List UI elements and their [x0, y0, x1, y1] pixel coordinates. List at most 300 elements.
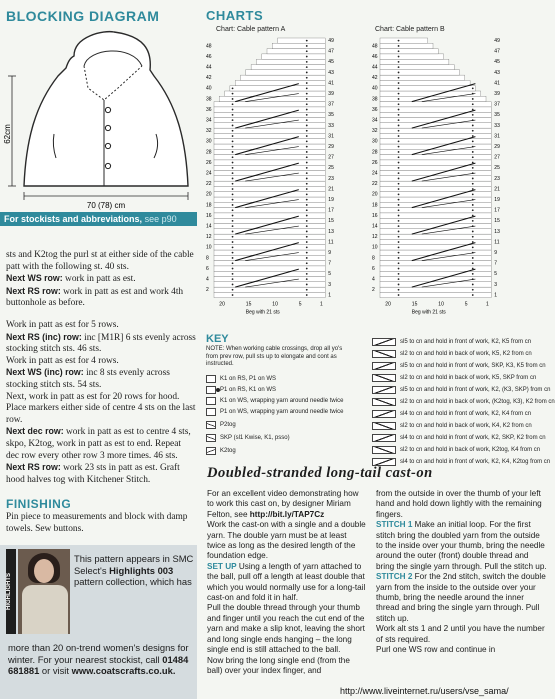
purl-dot — [472, 87, 474, 89]
row-number: 22 — [206, 181, 212, 188]
row-number: 21 — [328, 186, 334, 193]
chart-a-title: Chart: Cable pattern A — [216, 26, 286, 33]
chart-cell-row — [380, 49, 438, 54]
row-number: 28 — [206, 149, 212, 156]
finishing-title: FINISHING — [6, 497, 72, 511]
cable-symbol-icon — [372, 410, 396, 418]
row-number: 41 — [328, 80, 334, 87]
purl-dot — [306, 56, 308, 58]
purl-dot — [472, 125, 474, 127]
row-number: 40 — [206, 85, 212, 92]
charts-title: CHARTS — [206, 8, 264, 23]
row-number: 20 — [372, 191, 378, 198]
purl-dot — [306, 284, 308, 286]
row-number: 12 — [206, 234, 212, 241]
purl-dot — [306, 252, 308, 254]
chart-cell-row — [380, 181, 491, 186]
purl-dot — [306, 188, 308, 190]
row-number: 35 — [328, 112, 334, 119]
row-number: 39 — [328, 91, 334, 97]
purl-dot — [232, 93, 234, 95]
cable-symbol-icon — [372, 362, 396, 370]
row-number: 46 — [206, 53, 212, 60]
chart-cell-row — [214, 112, 325, 117]
row-number: 43 — [494, 69, 500, 76]
purl-dot — [232, 209, 234, 211]
purl-dot — [232, 87, 234, 89]
pattern-line: Next RS row: work in patt as est and work 4th buttonhole as before. — [6, 285, 184, 309]
purl-dot — [398, 146, 400, 148]
key-item: K2tog — [206, 447, 236, 455]
purl-dot — [306, 273, 308, 275]
purl-dot — [398, 172, 400, 174]
chart-cell-row — [214, 139, 325, 144]
purl-dot — [306, 183, 308, 185]
chart-cell-row — [380, 218, 491, 223]
key-item: sl4 to cn and hold in front of work, K2, K4, K2tog from cn — [372, 458, 550, 466]
cable-symbol-icon — [372, 422, 396, 430]
row-number: 3 — [494, 281, 498, 288]
row-number: 8 — [206, 255, 209, 262]
row-number: 6 — [372, 265, 375, 272]
purl-dot — [306, 103, 308, 105]
purl-dot — [306, 151, 308, 153]
purl-dot — [398, 109, 400, 111]
purl-dot — [398, 45, 400, 47]
purl-dot — [472, 183, 474, 185]
purl-dot — [232, 268, 234, 270]
purl-dot — [232, 246, 234, 248]
chart-cell-row — [380, 107, 491, 112]
row-number: 6 — [206, 265, 209, 272]
chart-cell-row — [267, 49, 325, 54]
purl-dot — [398, 204, 400, 206]
purl-dot — [398, 178, 400, 180]
purl-dot — [306, 199, 308, 201]
chart-cell-row — [380, 86, 475, 91]
cable-symbol-icon — [372, 374, 396, 382]
col-number: 15 — [411, 301, 418, 308]
cable-symbol-icon — [372, 434, 396, 442]
purl-dot — [398, 220, 400, 222]
purl-dot — [306, 45, 308, 47]
purl-dot — [398, 140, 400, 142]
purl-dot — [306, 257, 308, 259]
row-number: 27 — [494, 154, 500, 161]
row-number: 47 — [328, 48, 334, 55]
row-number: 36 — [206, 106, 212, 113]
purl-dot — [306, 72, 308, 74]
row-number: 16 — [372, 212, 378, 219]
chart-cell-row — [214, 292, 325, 297]
row-number: 24 — [372, 170, 378, 177]
purl-dot — [306, 289, 308, 291]
row-number: 36 — [372, 106, 378, 113]
row-number: 19 — [494, 197, 500, 203]
row-number: 14 — [206, 223, 212, 230]
chart-cell-row — [214, 261, 325, 266]
col-number: 5 — [298, 301, 302, 308]
chart-cell-row — [380, 65, 454, 70]
purl-dot — [306, 114, 308, 116]
purl-dot — [306, 40, 308, 42]
promo-site-link[interactable]: www.coatscrafts.co.uk. — [71, 665, 176, 677]
chart-cell-row — [214, 155, 325, 160]
purl-dot — [398, 119, 400, 121]
purl-dot — [398, 241, 400, 243]
purl-dot — [306, 93, 308, 95]
col-number: 15 — [245, 301, 252, 308]
purl-dot — [398, 289, 400, 291]
purl-dot — [306, 130, 308, 132]
purl-dot — [306, 119, 308, 121]
purl-dot — [306, 294, 308, 296]
purl-dot — [306, 246, 308, 248]
row-number: 21 — [494, 186, 500, 193]
row-number: 31 — [328, 133, 334, 140]
chart-cell-row — [380, 208, 491, 213]
chart-cell-row — [219, 96, 325, 101]
col-number: 1 — [320, 301, 323, 308]
pattern-line: Work in patt as est for 4 rows. — [6, 355, 119, 366]
row-number: 39 — [494, 91, 500, 97]
pattern-line: Next WS row: work in patt as est. — [6, 273, 136, 285]
chart-cell-row — [380, 160, 491, 165]
purl-dot — [232, 204, 234, 206]
purl-dot — [472, 246, 474, 248]
chart-cell-row — [214, 107, 325, 112]
chart-cell-row — [251, 65, 325, 70]
purl-dot — [232, 231, 234, 233]
wrap-purl-symbol-icon — [206, 408, 216, 416]
row-number: 26 — [206, 159, 212, 166]
row-number: 49 — [328, 38, 334, 44]
chart-cell-row — [380, 149, 491, 154]
row-number: 20 — [206, 191, 212, 198]
chart-cell-row — [380, 186, 491, 191]
purl-dot — [398, 231, 400, 233]
chart-cell-row — [380, 292, 491, 297]
row-number: 15 — [494, 218, 500, 225]
purl-dot — [398, 162, 400, 164]
purl-dot — [472, 193, 474, 195]
col-number: 10 — [438, 301, 444, 308]
purl-dot — [306, 82, 308, 84]
purl-dot — [306, 241, 308, 243]
chart-cell-row — [262, 54, 326, 59]
row-number: 30 — [372, 138, 378, 145]
purl-dot — [232, 178, 234, 180]
purl-dot — [398, 193, 400, 195]
chart-cell-row — [380, 96, 486, 101]
row-number: 44 — [206, 64, 212, 71]
purl-dot — [398, 87, 400, 89]
purl-dot — [306, 231, 308, 233]
chart-cell-row — [380, 165, 491, 170]
row-number: 26 — [372, 159, 378, 166]
key-item: K1 on RS, P1 on WS — [206, 375, 276, 383]
purl-dot — [398, 135, 400, 137]
purl-dot — [398, 114, 400, 116]
chart-cell-row — [214, 282, 325, 287]
chart-cell-row — [214, 123, 325, 128]
row-number: 48 — [206, 43, 212, 50]
purl-dot — [398, 252, 400, 254]
row-number: 3 — [328, 281, 332, 288]
purl-dot — [398, 82, 400, 84]
purl-dot — [232, 278, 234, 280]
row-number: 5 — [328, 271, 332, 278]
purl-dot — [472, 236, 474, 238]
purl-dot — [306, 167, 308, 169]
purl-dot — [398, 61, 400, 63]
purl-dot — [398, 72, 400, 74]
promo-text: This pattern appears in SMC Select's Highlights 003 pattern collection, which has — [74, 553, 194, 588]
row-number: 42 — [206, 75, 212, 82]
row-number: 10 — [206, 244, 212, 251]
row-number: 22 — [372, 181, 378, 188]
purl-dot — [306, 209, 308, 211]
chart-cell-row — [214, 176, 325, 181]
pattern-line: Next WS (inc) row: inc 8 sts evenly across stocking stitch sts. 54 sts. — [6, 367, 170, 390]
row-number: 27 — [328, 154, 334, 161]
chart-cell-row — [380, 112, 491, 117]
purl-dot — [472, 231, 474, 233]
promo-text-2: more than 20 on-trend women's designs for winter. For your nearest stockist, call 01484 681881 or visit www.coatscrafts.co.uk. — [8, 642, 189, 677]
purl-dot — [232, 220, 234, 222]
chart-cell-row — [380, 255, 491, 260]
chart-cell-row — [214, 186, 325, 191]
purl-dot — [472, 273, 474, 275]
row-number: 17 — [328, 207, 334, 214]
model-photo — [18, 549, 70, 634]
chart-cell-row — [380, 43, 433, 48]
cast-on-column-1: For an excellent video demonstrating how to work this cast on, by designer Miriam Felton, see http://bit.ly/TAP7Cz Work the cast-on with a single and a double yarn. The double yarn must be at least twice as long as the desired length of the foundation edge. SET UP Using a length of yarn attached to the ball, pull off a length at least double that which you would normally use for a long-tail cast-on and fold it in half. Pull the double thread through your thumb and finger until you reach the cut end of the yarn and make a slip knot, leaving the short and long single ends hanging – the long single end is still attached to the ball. Now bring the long single end (from the ball) over your index finger, and — [207, 489, 366, 675]
cable-charts — [200, 34, 550, 330]
chart-cell-row — [246, 70, 325, 75]
purl-dot — [306, 236, 308, 238]
pattern-line: Next, work in patt as est for 20 rows for hood. Place markers either side of centre 4 sts on the last row. — [6, 391, 196, 425]
row-number: 8 — [372, 255, 375, 262]
purl-dot — [232, 262, 234, 264]
purl-dot — [472, 98, 474, 100]
purl-dot — [232, 103, 234, 105]
purl-dot — [398, 103, 400, 105]
row-number: 46 — [372, 53, 378, 60]
purl-dot — [306, 50, 308, 52]
key-item: sl5 to cn and hold in front of work, SKP, K3, K5 from cn — [372, 362, 546, 370]
col-number: 20 — [219, 301, 225, 308]
key-item: P1 on RS, K1 on WS — [206, 386, 276, 394]
row-number: 42 — [372, 75, 378, 82]
purl-dot — [232, 162, 234, 164]
purl-dot — [232, 225, 234, 227]
purl-dot — [398, 66, 400, 68]
purl-dot — [472, 220, 474, 222]
row-number: 41 — [494, 80, 500, 87]
pattern-line: sts and K2tog the purl st at either side of the cable patt with the following st. 40 sts. — [6, 250, 194, 272]
purl-dot — [398, 225, 400, 227]
chart-cell-row — [380, 271, 491, 276]
purl-dot — [472, 294, 474, 296]
chart-cell-row — [380, 128, 491, 133]
purl-dot — [306, 193, 308, 195]
chart-cell-row — [214, 102, 325, 107]
cast-on-title: Doubled-stranded long-tail cast-on — [207, 465, 433, 481]
purl-symbol-icon — [206, 386, 216, 394]
purl-dot — [398, 268, 400, 270]
pattern-line: Next dec row: work in patt as est to centre 4 sts, skpo, K2tog, work in patt as est to end. Repeat dec row every other row 3 more times. 46 sts. — [6, 426, 191, 461]
stockist-page-link[interactable]: see p90 — [144, 214, 177, 224]
key-item: sl5 to cn and hold in front of work, K2, (K3, SKP) from cn — [372, 386, 550, 394]
chart-cell-row — [214, 218, 325, 223]
chart-cell-row — [230, 86, 325, 91]
row-number: 25 — [494, 165, 500, 172]
row-number: 16 — [206, 212, 212, 219]
purl-dot — [398, 262, 400, 264]
purl-dot — [232, 146, 234, 148]
purl-dot — [232, 156, 234, 158]
chart-cell-row — [278, 38, 326, 43]
purl-dot — [232, 193, 234, 195]
wrap-knit-symbol-icon — [206, 397, 216, 405]
chart-cell-row — [380, 245, 491, 250]
purl-dot — [306, 215, 308, 217]
chart-cell-row — [214, 128, 325, 133]
key-item: sl2 to cn and hold in back of work, K5, K2 from cn — [372, 350, 532, 358]
purl-dot — [232, 109, 234, 111]
purl-dot — [232, 114, 234, 116]
pattern-line: Work in patt as est for 5 rows. — [6, 319, 119, 330]
row-number: 24 — [206, 170, 212, 177]
chart-cell-row — [380, 239, 491, 244]
begin-label: Beg with 21 sts — [245, 309, 280, 316]
purl-dot — [232, 257, 234, 259]
chart-cell-row — [380, 261, 491, 266]
row-number: 14 — [372, 223, 378, 230]
purl-dot — [306, 109, 308, 111]
purl-dot — [232, 135, 234, 137]
row-number: 30 — [206, 138, 212, 145]
purl-dot — [398, 215, 400, 217]
purl-dot — [306, 77, 308, 79]
row-number: 18 — [206, 202, 212, 209]
purl-dot — [398, 130, 400, 132]
row-number: 40 — [372, 85, 378, 92]
purl-dot — [398, 236, 400, 238]
purl-dot — [472, 103, 474, 105]
purl-dot — [232, 167, 234, 169]
purl-dot — [398, 183, 400, 185]
row-number: 12 — [372, 234, 378, 241]
purl-dot — [398, 93, 400, 95]
purl-dot — [232, 172, 234, 174]
row-number: 15 — [328, 218, 334, 225]
chart-cell-row — [380, 176, 491, 181]
purl-dot — [398, 40, 400, 42]
row-number: 11 — [494, 239, 500, 246]
row-number: 23 — [328, 175, 334, 182]
video-link[interactable]: http://bit.ly/TAP7Cz — [249, 509, 325, 519]
purl-dot — [398, 125, 400, 127]
row-number: 7 — [328, 260, 332, 267]
chart-cell-row — [214, 239, 325, 244]
chart-cell-row — [214, 192, 325, 197]
chart-cell-row — [214, 160, 325, 165]
chart-cell-row — [380, 155, 491, 160]
purl-dot — [306, 61, 308, 63]
row-number: 34 — [206, 117, 212, 124]
purl-dot — [306, 162, 308, 164]
purl-dot — [398, 151, 400, 153]
col-number: 1 — [486, 301, 489, 308]
purl-dot — [472, 262, 474, 264]
chart-cell-row — [214, 234, 325, 239]
knit-symbol-icon — [206, 375, 216, 383]
purl-dot — [398, 199, 400, 201]
purl-dot — [306, 220, 308, 222]
row-number: 2 — [372, 287, 375, 294]
chart-cell-row — [380, 75, 465, 80]
key-item: P1 on WS, wrapping yarn around needle twice — [206, 408, 343, 416]
chart-b-title: Chart: Cable pattern B — [375, 26, 445, 33]
stockist-bar — [0, 212, 197, 226]
purl-dot — [306, 87, 308, 89]
footer-url[interactable]: http://www.liveinternet.ru/users/vse_sama/ — [340, 686, 509, 696]
purl-dot — [232, 199, 234, 201]
chart-cell-row — [214, 181, 325, 186]
purl-dot — [398, 246, 400, 248]
chart-cell-row — [241, 75, 326, 80]
chart-cell-row — [380, 80, 470, 85]
row-number: 45 — [494, 59, 500, 66]
chart-cell-row — [272, 43, 325, 48]
cast-on-column-2: from the outside in over the thumb of your left hand and hold down lightly with the remaining fingers. STITCH 1 Make an initial loop. For the first stitch bring the doubled yarn from the outside to the inside over your thumb, bring the needle around the outer (front) double thread and bring the single yarn through. Pull the stitch up. STITCH 2 For the 2nd stitch, switch the double yarn from the inside to the outside over your thumb, bring the needle around the inner thread and bring the single yarn through. Pull stitch up. Work alt sts 1 and 2 until you have the number of sts required. Purl one WS row and continue in — [376, 489, 547, 655]
chart-cell-row — [214, 165, 325, 170]
purl-dot — [232, 183, 234, 185]
purl-dot — [232, 98, 234, 100]
purl-dot — [306, 146, 308, 148]
purl-dot — [398, 50, 400, 52]
key-item: K1 on WS, wrapping yarn around needle twice — [206, 397, 343, 405]
row-number: 28 — [372, 149, 378, 156]
row-number: 2 — [206, 287, 209, 294]
key-item: sl2 to cn and hold in back of work, K5, SKP from cn — [372, 374, 536, 382]
row-number: 38 — [206, 96, 212, 103]
chart-cell-row — [214, 213, 325, 218]
key-item: sl2 to cn and hold in back of work, K4, K2 from cn — [372, 422, 532, 430]
key-note: NOTE: When working cable crossings, drop all yo's from prev row, pull sts up to elongate and cont as instructed. — [206, 346, 343, 367]
row-number: 45 — [328, 59, 334, 66]
p2tog-symbol-icon — [206, 421, 216, 429]
row-number: 13 — [494, 228, 500, 235]
chart-cell-row — [214, 133, 325, 138]
purl-dot — [306, 135, 308, 137]
chart-cell-row — [380, 70, 460, 75]
chart-cell-row — [214, 149, 325, 154]
row-number: 43 — [328, 69, 334, 76]
purl-dot — [232, 130, 234, 132]
poncho-diagram — [4, 26, 194, 212]
row-number: 35 — [494, 112, 500, 119]
purl-dot — [472, 204, 474, 206]
purl-dot — [472, 178, 474, 180]
col-number: 5 — [464, 301, 468, 308]
pattern-instructions — [6, 249, 196, 486]
purl-dot — [232, 241, 234, 243]
chart-cell-row — [214, 255, 325, 260]
chart-cell-row — [380, 229, 491, 234]
